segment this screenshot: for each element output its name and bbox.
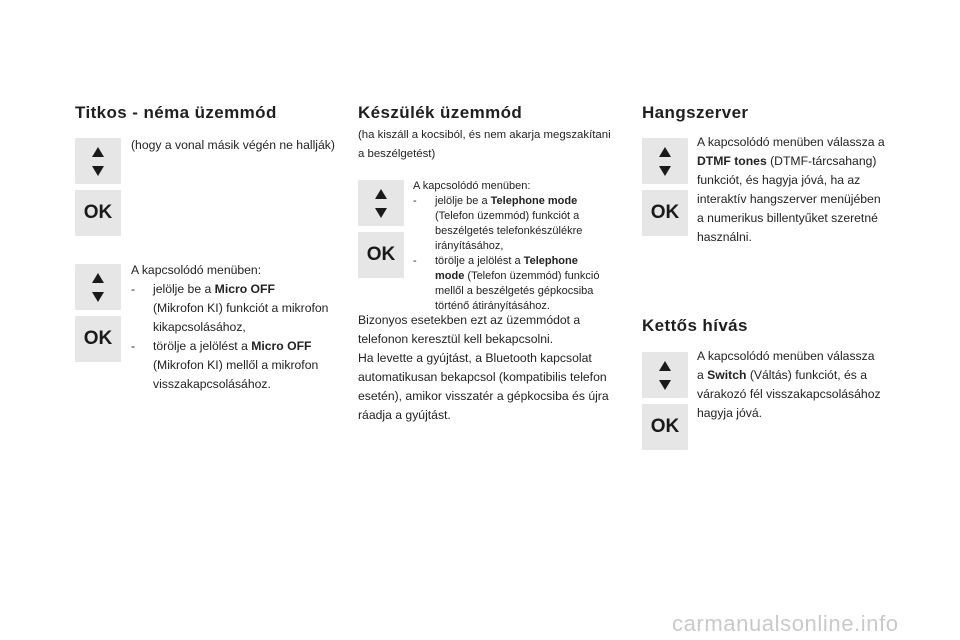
menu-intro: A kapcsolódó menüben:	[131, 263, 262, 277]
item-line: visszakapcsolásához.	[153, 377, 271, 391]
arrow-down-icon	[92, 292, 104, 302]
arrow-key[interactable]	[75, 264, 121, 310]
item-text: (Telefon üzemmód) funkció	[464, 270, 600, 282]
item-line: (Mikrofon KI) mellől a mikrofon	[153, 358, 319, 372]
text-line: A kapcsolódó menüben válassza a	[697, 135, 885, 149]
item-line: mellől a beszélgetés gépkocsiba	[435, 285, 594, 297]
item-text: törölje a jelölést a	[153, 339, 252, 353]
item-line: történő átirányításához.	[435, 300, 550, 312]
arrow-down-icon	[375, 208, 387, 218]
item-bold: Telephone mode	[490, 195, 578, 207]
item-bold: Micro OFF	[251, 339, 312, 353]
item-line: kikapcsolásához,	[153, 320, 246, 334]
arrow-key[interactable]	[358, 180, 404, 226]
text-line: interaktív hangszerver menüjében	[697, 192, 881, 206]
item-bold: DTMF tones	[697, 154, 767, 168]
item-text: (DTMF-tárcsahang)	[766, 154, 877, 168]
ok-label: OK	[650, 416, 680, 437]
item-text: (Váltás) funkciót, és a	[746, 368, 868, 382]
title-kettos-hivas: Kettős hívás	[642, 316, 748, 335]
item-bold: mode	[435, 270, 465, 282]
dash: -	[131, 282, 136, 296]
para-line: Ha levette a gyújtást, a Bluetooth kapcsolat	[358, 351, 592, 365]
para-line: Bizonyos esetekben ezt az üzemmódot a	[358, 313, 581, 327]
menu-intro: A kapcsolódó menüben:	[413, 180, 531, 192]
arrow-key[interactable]	[642, 352, 688, 398]
item-line: (Mikrofon KI) funkciót a mikrofon	[153, 301, 329, 315]
list-item	[131, 337, 328, 356]
text-line	[697, 366, 881, 385]
note-text: (hogy a vonal másik végén ne hallják)	[131, 138, 335, 152]
para-line: telefonon keresztül kell bekapcsolni.	[358, 332, 554, 346]
dash: -	[413, 195, 417, 207]
dash: -	[413, 255, 417, 267]
para-line: automatikusan bekapcsol (kompatibilis telefon	[358, 370, 607, 384]
item-line: irányításához,	[435, 240, 504, 252]
ok-key[interactable]	[358, 232, 404, 278]
arrow-down-icon	[92, 166, 104, 176]
arrow-up-icon	[375, 189, 387, 199]
paragraph	[358, 311, 609, 425]
arrow-down-icon	[659, 166, 671, 176]
ok-label: OK	[366, 244, 396, 265]
text-line: használni.	[697, 230, 752, 244]
ok-label: OK	[83, 328, 113, 349]
note-line: (ha kiszáll a kocsiból, és nem akarja megszakítani	[358, 129, 611, 141]
para-line: esetén), amikor visszatér a gépkocsiba és újra	[358, 389, 609, 403]
ok-label: OK	[650, 202, 680, 223]
item-line: (Telefon üzemmód) funkciót a	[435, 210, 580, 222]
text-line: a numerikus billentyűket szeretné	[697, 211, 878, 225]
arrow-up-icon	[92, 273, 104, 283]
title-titkos-nema: Titkos - néma üzemmód	[75, 103, 277, 122]
title-hangszerver: Hangszerver	[642, 103, 749, 122]
list-item	[413, 254, 599, 269]
para-line: ráadja a gyújtást.	[358, 408, 451, 422]
item-line	[413, 269, 599, 284]
item-bold: Switch	[707, 368, 747, 382]
text-line: funkciót, és hagyja jóvá, ha az	[697, 173, 861, 187]
dash: -	[131, 339, 136, 353]
arrow-down-icon	[659, 380, 671, 390]
text-line: várakozó fél visszakapcsolásához	[697, 387, 881, 401]
item-line: beszélgetés telefonkészülékre	[435, 225, 583, 237]
title-keszulek-uzemmod: Készülék üzemmód	[358, 103, 523, 122]
ok-key[interactable]	[75, 316, 121, 362]
text-line	[697, 152, 885, 171]
arrow-up-icon	[659, 147, 671, 157]
ok-key[interactable]	[642, 404, 688, 450]
item-text: jelölje be a	[153, 282, 215, 296]
arrow-up-icon	[659, 361, 671, 371]
arrow-key[interactable]	[75, 138, 121, 184]
instruction-block	[413, 179, 599, 314]
ok-key[interactable]	[642, 190, 688, 236]
instruction-block	[697, 347, 881, 423]
watermark: carmanualsonline.info	[672, 611, 899, 636]
note-text	[358, 126, 611, 164]
text-line: hagyja jóvá.	[697, 406, 763, 420]
list-item	[131, 280, 328, 299]
item-text: jelölje be a	[435, 195, 491, 207]
instruction-block	[697, 133, 885, 247]
item-text: a	[697, 368, 708, 382]
instruction-block	[131, 261, 328, 394]
item-text: törölje a jelölést a	[435, 255, 524, 267]
list-item	[413, 194, 599, 209]
ok-label: OK	[83, 202, 113, 223]
note-line: a beszélgetést)	[358, 148, 436, 160]
text-line: A kapcsolódó menüben válassza	[697, 349, 875, 363]
ok-key[interactable]	[75, 190, 121, 236]
item-bold: Micro OFF	[214, 282, 275, 296]
item-bold: Telephone	[523, 255, 578, 267]
arrow-key[interactable]	[642, 138, 688, 184]
arrow-up-icon	[92, 147, 104, 157]
